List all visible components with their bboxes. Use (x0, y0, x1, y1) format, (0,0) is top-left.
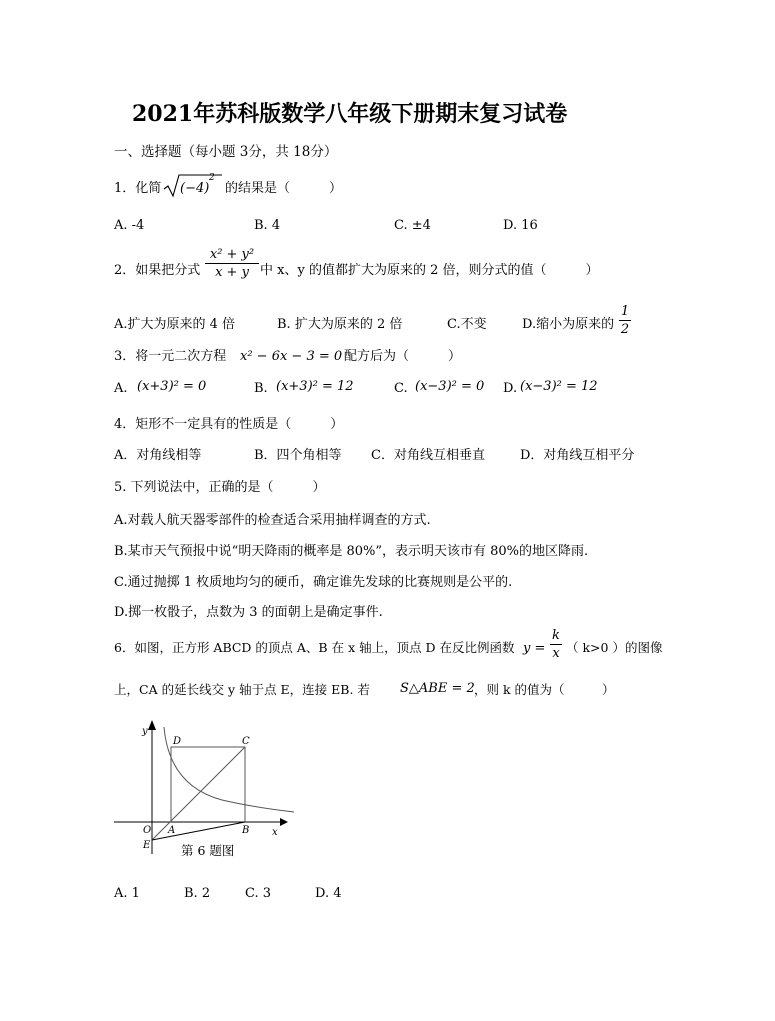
q6-line2-before: 上，CA 的延长线交 y 轴于点 E，连接 EB. 若 (114, 682, 370, 697)
q5-option-a: A.对载人航天器零部件的检查适合采用抽样调查的方式. (114, 513, 431, 528)
hyperbola-curve (164, 727, 294, 812)
q4-option-d: D．对角线互相平分 (520, 448, 635, 463)
q3-option-d-expr: (x−3)² = 12 (520, 379, 598, 394)
x-axis-arrow (280, 818, 288, 826)
q3-option-b-expr: (x+3)² = 12 (276, 379, 354, 394)
q2-stem-after: 中 x、y 的值都扩大为原来的 2 倍，则分式的值（ ） (260, 263, 599, 278)
q3-stem: 3．将一元二次方程 (114, 349, 227, 364)
q4-option-a: A．对角线相等 (114, 448, 202, 463)
label-o: O (143, 825, 152, 836)
q2-stem-before: 2．如果把分式 (114, 263, 201, 278)
page-title: 2021年苏科版数学八年级下册期末复习试卷 (132, 101, 568, 127)
q1-stem-before: 1．化简 (114, 181, 162, 196)
q6-func-fraction (550, 629, 562, 660)
q4-stem: 4．矩形不一定具有的性质是（ ） (114, 417, 344, 432)
q2-half-fraction (619, 305, 631, 336)
q6-figure-caption: 第 6 题图 (181, 843, 235, 858)
q6-line2-after: ，则 k 的值为（ ） (474, 682, 615, 697)
label-d: D (173, 736, 182, 747)
q5-option-d: D.掷一枚骰子，点数为 3 的面朝上是确定事件. (114, 605, 383, 620)
label-y: y (142, 726, 148, 737)
q6-area-expr: S△ABE = 2 (400, 681, 475, 696)
q3-equation: x² − 6x − 3 = 0 (240, 349, 343, 364)
q3-option-a-expr: (x+3)² = 0 (137, 379, 207, 394)
q5-option-c: C.通过抛掷 1 枚质地均匀的硬币，确定谁先发球的比赛规则是公平的. (114, 575, 513, 590)
q5-stem: 5. 下列说法中，正确的是（ ） (114, 480, 326, 495)
q6-option-a: A. 1 (114, 886, 140, 901)
q1-radicand: (−4) (180, 181, 210, 196)
q2-half-num: 1 (620, 304, 630, 319)
label-c: C (242, 736, 250, 747)
q1-option-a: A. -4 (114, 218, 145, 233)
q6-line1-before: 6．如图，正方形 ABCD 的顶点 A、B 在 x 轴上，顶点 D 在反比例函数 (114, 640, 515, 655)
q2-option-a: A.扩大为原来的 4 倍 (114, 317, 236, 332)
q6-option-b: B. 2 (184, 886, 211, 901)
q1-option-d: D. 16 (503, 218, 538, 233)
q2-fraction (205, 248, 259, 279)
line-eb (152, 822, 245, 840)
section-heading: 一、选择题（每小题 3分，共 18分） (114, 144, 338, 160)
q1-exponent: 2 (209, 173, 215, 183)
q6-func-num: k (552, 628, 560, 643)
y-axis-arrow (148, 720, 156, 730)
q2-denominator: x + y (215, 265, 249, 280)
q6-func-den: x (552, 646, 560, 661)
q2-option-c: C.不变 (447, 317, 487, 332)
label-b: B (242, 825, 250, 836)
q3-stem-after: 配方后为（ ） (344, 349, 462, 364)
label-a: A (168, 825, 176, 836)
q1-option-b: B. 4 (254, 218, 281, 233)
q6-option-c: C. 3 (245, 886, 272, 901)
q3-option-d-label: D. (503, 381, 518, 396)
q3-option-b-label: B. (254, 381, 268, 396)
q6-option-d: D. 4 (315, 886, 342, 901)
q4-option-b: B．四个角相等 (254, 448, 342, 463)
q5-option-b: B.某市天气预报中说“明天降雨的概率是 80%”，表示明天该市有 80%的地区降雨. (114, 544, 589, 559)
q4-option-c: C．对角线互相垂直 (371, 448, 485, 463)
q6-line1-after: （ k>0 ）的图像 (566, 640, 663, 655)
q1-stem-after: 的结果是（ ） (225, 181, 343, 196)
q2-option-d: D.缩小为原来的 (522, 317, 615, 332)
q3-option-c-label: C. (394, 381, 408, 396)
q6-func-lhs: y = (523, 641, 546, 656)
q2-half-den: 2 (620, 322, 630, 337)
label-x: x (272, 827, 278, 838)
q3-option-c-expr: (x−3)² = 0 (415, 379, 485, 394)
q2-numerator: x² + y² (209, 247, 255, 262)
q3-option-a-label: A. (114, 381, 128, 396)
q2-option-b: B. 扩大为原来的 2 倍 (277, 317, 403, 332)
q6-figure (112, 712, 302, 862)
label-e: E (143, 840, 151, 851)
q1-option-c: C. ±4 (394, 218, 431, 233)
line-ce (152, 747, 245, 840)
